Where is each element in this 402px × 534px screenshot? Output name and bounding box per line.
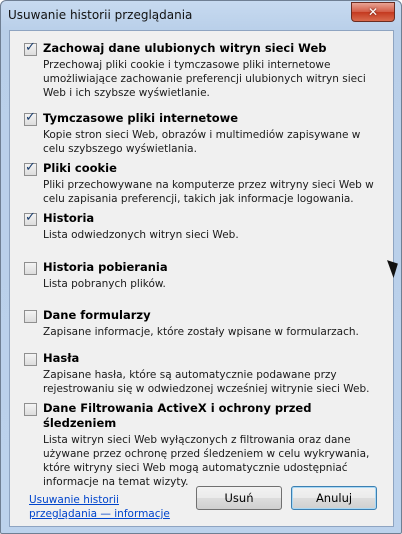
delete-button[interactable]: Usuń bbox=[196, 486, 282, 510]
option-cookies bbox=[24, 161, 384, 206]
option-download-history bbox=[24, 260, 384, 291]
option-activex-tracking bbox=[24, 401, 384, 489]
option-description: Kopie stron sieci Web, obrazów i multimediów zapisywane w celu szybszego wyświetlania. bbox=[43, 129, 361, 155]
checkbox-passwords[interactable] bbox=[24, 353, 37, 366]
option-history bbox=[24, 211, 384, 242]
option-description: Zapisane hasła, które są automatycznie podawane przy rejestrowaniu się w odwiedzonej wcześniej witrynie sieci Web. bbox=[43, 369, 370, 395]
option-description: Lista odwiedzonych witryn sieci Web. bbox=[43, 229, 239, 241]
window-title: Usuwanie historii przeglądania bbox=[8, 8, 193, 22]
option-label[interactable]: Dane formularzy bbox=[43, 308, 151, 322]
option-description: Lista pobranych plików. bbox=[43, 278, 166, 290]
checkbox-history[interactable] bbox=[24, 213, 37, 226]
option-description: Lista witryn sieci Web wyłączonych z filtrowania oraz dane używane przez ochronę przed śledzeniem w celu wykrywania, które witryny sieci Web mogą automatycznie udostępniać informacje na temat wizyty. bbox=[43, 434, 370, 488]
option-passwords bbox=[24, 351, 384, 396]
option-label[interactable]: Tymczasowe pliki internetowe bbox=[43, 111, 239, 125]
title-bar[interactable] bbox=[1, 1, 401, 31]
checkbox-preserve-favorites[interactable] bbox=[24, 43, 37, 56]
option-description: Zapisane informacje, które zostały wpisane w formularzach. bbox=[43, 326, 359, 338]
option-form-data bbox=[24, 308, 384, 339]
dialog-content bbox=[9, 30, 394, 527]
option-label[interactable]: Dane Filtrowania ActiveX i ochrony przed śledzeniem bbox=[43, 401, 312, 430]
option-description: Pliki przechowywane na komputerze przez witryny sieci Web w celu zapisania preferencji, takich jak informacje logowania. bbox=[43, 179, 374, 205]
option-temporary-files bbox=[24, 111, 384, 156]
checkbox-form-data[interactable] bbox=[24, 310, 37, 323]
checkbox-download-history[interactable] bbox=[24, 262, 37, 275]
history-info-link[interactable]: Usuwanie historii przeglądania — informacje bbox=[29, 494, 170, 520]
option-description: Przechowaj pliki cookie i tymczasowe pliki internetowe umożliwiające zachowanie preferencji ulubionych witryn sieci Web i ich szybsze wyświetlanie. bbox=[43, 59, 366, 99]
checkbox-cookies[interactable] bbox=[24, 163, 37, 176]
cancel-button[interactable]: Anuluj bbox=[291, 486, 377, 510]
close-button[interactable] bbox=[351, 2, 395, 22]
option-label[interactable]: Zachowaj dane ulubionych witryn sieci Web bbox=[43, 41, 327, 55]
option-label[interactable]: Historia bbox=[43, 211, 95, 225]
option-label[interactable]: Hasła bbox=[43, 351, 80, 365]
option-label[interactable]: Pliki cookie bbox=[43, 161, 117, 175]
checkbox-activex-tracking[interactable] bbox=[24, 403, 37, 416]
checkbox-temporary-files[interactable] bbox=[24, 113, 37, 126]
option-label[interactable]: Historia pobierania bbox=[43, 260, 168, 274]
close-icon: ✕ bbox=[367, 5, 379, 19]
option-preserve-favorites bbox=[24, 41, 384, 100]
